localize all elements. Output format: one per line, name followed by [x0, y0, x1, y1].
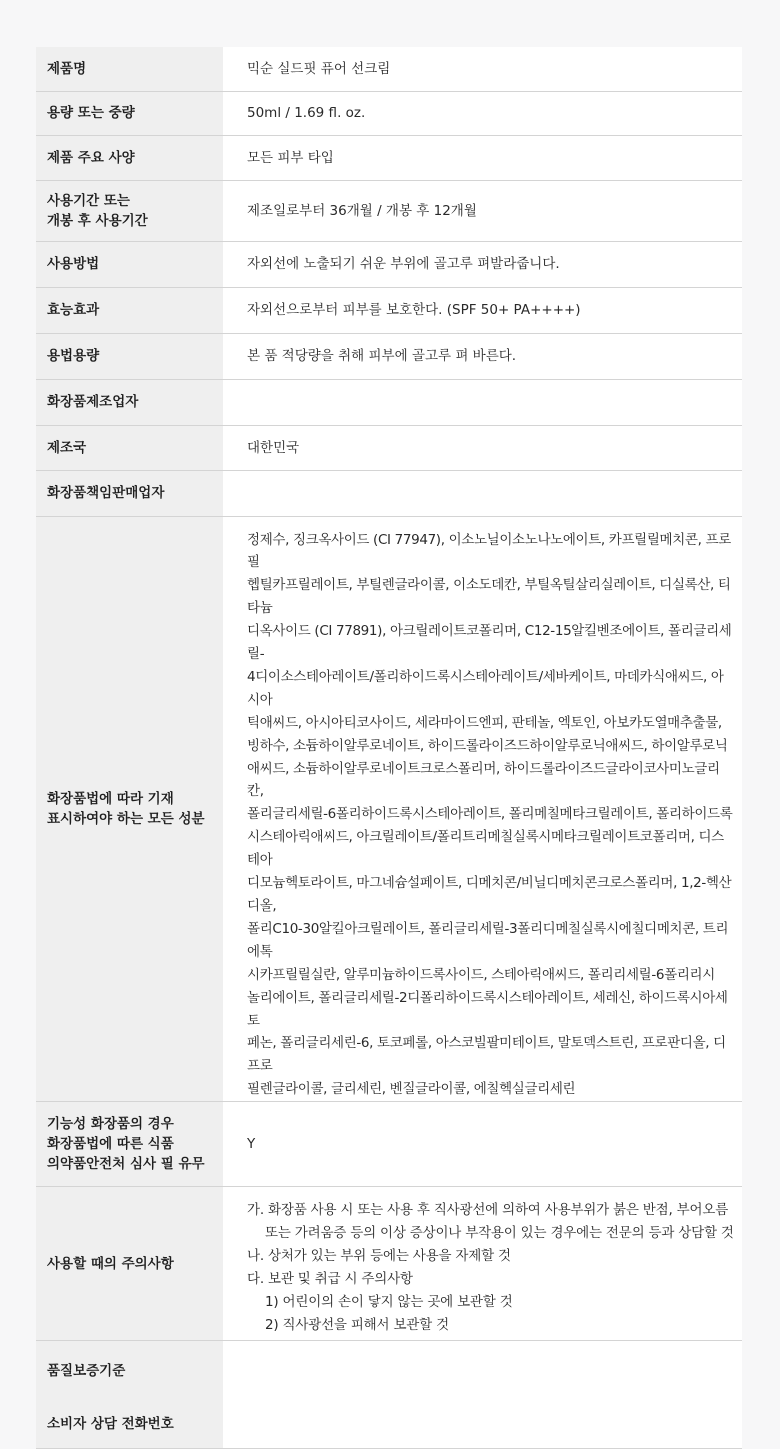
row-label: 사용할 때의 주의사항 — [36, 1187, 223, 1341]
row-label: 용량 또는 중량 — [36, 91, 223, 135]
row-value: 자외선에 노출되기 쉬운 부위에 골고루 펴발라줍니다. — [223, 241, 742, 287]
ingredient-line: 헵틸카프릴레이트, 부틸렌글라이콜, 이소도데칸, 부틸옥틸살리실레이트, 디실록산, 티타늄 — [247, 577, 731, 617]
row-manufacturer — [36, 379, 742, 425]
caution-line: 또는 가려움증 등의 이상 증상이나 부작용이 있는 경우에는 전문의 등과 상담할 것 — [265, 1225, 734, 1242]
caution-line: 다. 보관 및 취급 시 주의사항 — [247, 1270, 413, 1287]
ingredient-line: 시카프릴릴실란, 알루미늄하이드록사이드, 스테아릭애씨드, 폴리리세릴-6폴리리시 — [247, 966, 715, 983]
row-label: 제조국 — [36, 425, 223, 470]
row-contact — [36, 1401, 742, 1449]
caution-line: 1) 어린이의 손이 닿지 않는 곳에 보관할 것 — [265, 1293, 513, 1310]
caution-line: 2) 직사광선을 피해서 보관할 것 — [265, 1316, 449, 1333]
row-period — [36, 180, 742, 241]
row-quality — [36, 1341, 742, 1401]
row-product-name — [36, 47, 742, 91]
caution-line: 가. 화장품 사용 시 또는 사용 후 직사광선에 의하여 사용부위가 붉은 반점, 부어오름 — [247, 1202, 729, 1219]
row-label-line: 표시하여야 하는 모든 성분 — [47, 810, 205, 827]
row-label — [36, 516, 223, 1102]
row-label: 사용방법 — [36, 241, 223, 287]
row-spec — [36, 135, 742, 180]
ingredient-line: 폴리글리세릴-6폴리하이드록시스테아레이트, 폴리메칠메타크릴레이트, 폴리하이드록 — [247, 806, 733, 823]
row-label: 화장품책임판매업자 — [36, 470, 223, 516]
row-label-line: 화장품법에 따라 기재 — [47, 790, 174, 807]
product-info-table — [36, 47, 742, 1449]
row-label: 제품 주요 사양 — [36, 135, 223, 180]
ingredient-line: 디옥사이드 (CI 77891), 아크릴레이트코폴리머, C12-15알킬벤조에이트, 폴리글리세릴- — [247, 623, 732, 663]
row-value — [223, 470, 742, 516]
ingredient-line: 빙하수, 소듐하이알루로네이트, 하이드롤라이즈드하이알루로닉애씨드, 하이알루로닉 — [247, 737, 728, 754]
row-value: 자외선으로부터 피부를 보호한다. (SPF 50+ PA++++) — [223, 287, 742, 333]
ingredient-line: 애씨드, 소듐하이알루로네이트크로스폴리머, 하이드롤라이즈드글라이코사미노글리칸, — [247, 760, 720, 800]
row-volume — [36, 91, 742, 135]
row-ingredients — [36, 516, 742, 1102]
row-usage — [36, 241, 742, 287]
ingredient-line: 페논, 폴리글리세린-6, 토코페롤, 아스코빌팔미테이트, 말토덱스트린, 프로판디올, 디프로 — [247, 1035, 726, 1075]
ingredient-line: 정제수, 징크옥사이드 (CI 77947), 이소노닐이소노나노에이트, 카프릴릴메치콘, 프로필 — [247, 531, 731, 571]
row-value: 제조일로부터 36개월 / 개봉 후 12개월 — [223, 180, 742, 241]
row-value — [223, 1187, 742, 1341]
ingredient-line: 4디이소스테아레이트/폴리하이드록시스테아레이트/세바케이트, 마데카식애씨드, 아시아 — [247, 668, 724, 708]
ingredient-line: 시스테아릭애씨드, 아크릴레이트/폴리트리메칠실록시메타크릴레이트코폴리머, 디스테아 — [247, 829, 724, 869]
row-label: 용법용량 — [36, 333, 223, 379]
row-value: 본 품 적당량을 취해 피부에 골고루 펴 바른다. — [223, 333, 742, 379]
row-label — [36, 1102, 223, 1187]
caution-line: 나. 상처가 있는 부위 등에는 사용을 자제할 것 — [247, 1247, 511, 1264]
row-value — [223, 1401, 742, 1449]
row-label — [36, 180, 223, 241]
row-value: 모든 피부 타입 — [223, 135, 742, 180]
row-value — [223, 1341, 742, 1401]
ingredient-line: 틱애씨드, 아시아티코사이드, 세라마이드엔피, 판테놀, 엑토인, 아보카도열매추출물, — [247, 714, 722, 731]
ingredient-line: 필렌글라이콜, 글리세린, 벤질글라이콜, 에칠헥실글리세린 — [247, 1081, 576, 1098]
ingredient-line: 디모늄헥토라이트, 마그네슘설페이트, 디메치콘/비닐디메치콘크로스폴리머, 1,2-헥산디올, — [247, 875, 732, 914]
row-label: 소비자 상담 전화번호 — [36, 1401, 223, 1449]
product-info-table-container — [36, 47, 742, 1449]
row-value: 대한민국 — [223, 425, 742, 470]
row-dosage — [36, 333, 742, 379]
row-label-line: 화장품법에 따른 식품 — [47, 1136, 174, 1153]
row-label-line: 개봉 후 사용기간 — [47, 212, 148, 229]
row-value — [223, 379, 742, 425]
row-caution — [36, 1187, 742, 1341]
row-label-line: 사용기간 또는 — [47, 192, 130, 209]
row-label-line: 의약품안전처 심사 필 유무 — [47, 1156, 205, 1173]
ingredient-line: 폴리C10-30알킬아크릴레이트, 폴리글리세릴-3폴리디메칠실록시에칠디메치콘, 트리에톡 — [247, 920, 729, 960]
row-label: 화장품제조업자 — [36, 379, 223, 425]
row-label-line: 기능성 화장품의 경우 — [47, 1116, 174, 1133]
row-label: 품질보증기준 — [36, 1341, 223, 1401]
row-value: 50ml / 1.69 fl. oz. — [223, 91, 742, 135]
row-review — [36, 1102, 742, 1187]
row-effect — [36, 287, 742, 333]
row-value: 믹순 실드핏 퓨어 선크림 — [223, 47, 742, 91]
row-label: 효능효과 — [36, 287, 223, 333]
ingredient-line: 놀리에이트, 폴리글리세릴-2디폴리하이드록시스테아레이트, 세레신, 하이드록시아세토 — [247, 989, 728, 1029]
row-label: 제품명 — [36, 47, 223, 91]
row-country — [36, 425, 742, 470]
row-value: Y — [223, 1102, 742, 1187]
ingredients-text — [247, 517, 736, 1102]
row-value — [223, 516, 742, 1102]
row-seller — [36, 470, 742, 516]
